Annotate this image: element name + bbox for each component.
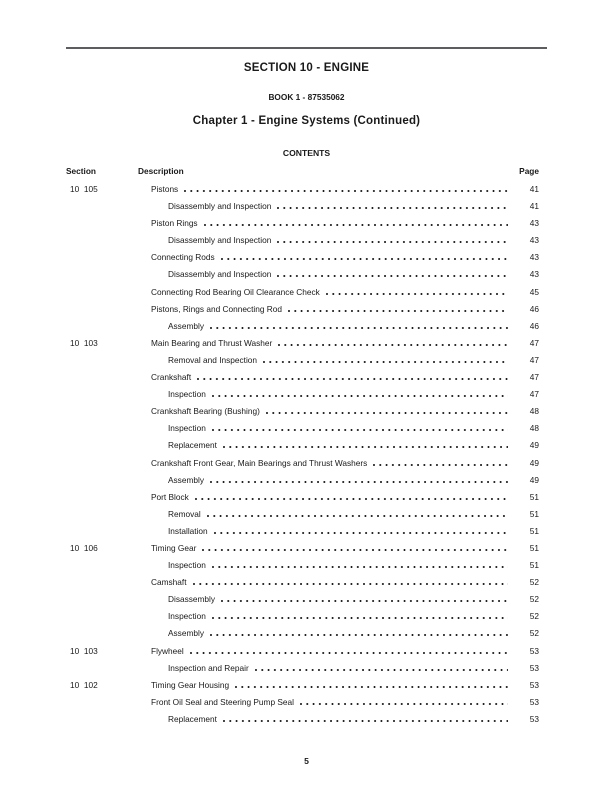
dot-leader [204, 224, 508, 226]
table-row [66, 643, 547, 660]
entry-title: Camshaft [151, 577, 187, 588]
page-number: 46 [529, 320, 539, 331]
entry-title: Removal [168, 508, 201, 519]
dot-leader [263, 361, 508, 363]
section-number: 10 102 [70, 679, 98, 690]
table-row [66, 489, 547, 506]
dot-leader [202, 549, 508, 551]
book-number: BOOK 1 - 87535062 [268, 92, 345, 102]
page-number: 47 [529, 372, 539, 383]
table-row [66, 352, 547, 369]
column-header-page: Page [519, 166, 539, 176]
dot-leader [255, 669, 508, 671]
toc-rows [66, 181, 547, 728]
dot-leader [223, 446, 508, 448]
page-number: 53 [529, 679, 539, 690]
entry-title: Main Bearing and Thrust Washer [151, 337, 273, 348]
entry-title: Assembly [168, 628, 204, 639]
page-number: 48 [529, 406, 539, 417]
entry-title: Replacement [168, 440, 217, 451]
page-number: 49 [529, 457, 539, 468]
dot-leader [326, 293, 508, 295]
table-row [66, 557, 547, 574]
entry-title: Pistons [151, 184, 179, 194]
page-number: 53 [529, 645, 539, 656]
table-row [66, 625, 547, 642]
page-number: 52 [529, 594, 539, 605]
table-row [66, 386, 547, 403]
table-row [66, 335, 547, 352]
entry-title: Crankshaft Bearing (Bushing) [151, 406, 260, 417]
table-row [66, 318, 547, 335]
dot-leader [207, 515, 508, 517]
entry-title: Pistons, Rings and Connecting Rod [151, 303, 282, 314]
page-number: 49 [529, 440, 539, 451]
page-number: 46 [529, 303, 539, 314]
dot-leader [221, 600, 508, 602]
entry-title: Piston Rings [151, 218, 198, 229]
page-number: 53 [529, 696, 539, 707]
table-row [66, 284, 547, 301]
entry-title: Flywheel [151, 645, 184, 656]
entry-title: Disassembly [168, 594, 216, 605]
page-number: 49 [529, 474, 539, 485]
page-number: 53 [529, 713, 539, 724]
entry-title: Assembly [168, 474, 204, 485]
table-row [66, 232, 547, 249]
table-row [66, 591, 547, 608]
header-rule [66, 47, 547, 49]
dot-leader [190, 652, 508, 654]
entry-title: Assembly [168, 320, 204, 331]
table-row [66, 403, 547, 420]
table-row [66, 540, 547, 557]
page-number: 41 [529, 201, 539, 212]
entry-title: Timing Gear Housing [151, 679, 230, 690]
dot-leader [278, 344, 508, 346]
dot-leader [210, 634, 508, 636]
dot-leader [195, 498, 508, 500]
table-row [66, 266, 547, 283]
table-row [66, 523, 547, 540]
table-row [66, 215, 547, 232]
entry-title: Timing Gear [151, 542, 197, 553]
section-number: 10 106 [70, 542, 98, 553]
entry-title: Inspection [168, 611, 206, 622]
table-row [66, 677, 547, 694]
table-row [66, 369, 547, 386]
entry-title: Removal and Inspection [168, 354, 258, 365]
table-row [66, 301, 547, 318]
dot-leader [221, 258, 508, 260]
chapter-title: Chapter 1 - Engine Systems (Continued) [192, 115, 421, 127]
table-row [66, 608, 547, 625]
dot-leader [277, 207, 508, 209]
page-number: 52 [529, 628, 539, 639]
dot-leader [210, 481, 508, 483]
entry-title: Inspection and Repair [168, 662, 249, 673]
entry-title: Port Block [151, 491, 189, 502]
entry-title: Crankshaft [151, 372, 192, 383]
page-number: 52 [529, 577, 539, 588]
entry-title: Front Oil Seal and Steering Pump Seal [151, 696, 294, 707]
section-title: SECTION 10 - ENGINE [243, 62, 370, 74]
table-row [66, 660, 547, 677]
page-number: 53 [529, 662, 539, 673]
dot-leader [277, 241, 508, 243]
page-number: 52 [529, 611, 539, 622]
page-number: 51 [529, 491, 539, 502]
page-number: 51 [529, 525, 539, 536]
dot-leader [277, 275, 508, 277]
dot-leader [288, 310, 508, 312]
page-number: 51 [529, 560, 539, 571]
page-number: 48 [529, 423, 539, 434]
table-row [66, 420, 547, 437]
page-number: 43 [529, 269, 539, 280]
table-row [66, 181, 547, 198]
dot-leader [212, 617, 508, 619]
entry-title: Inspection [168, 560, 206, 571]
footer-page-number: 5 [304, 756, 309, 766]
table-row [66, 472, 547, 489]
table-column-headers [66, 166, 547, 176]
page-number: 43 [529, 218, 539, 229]
entry-title: Inspection [168, 423, 206, 434]
dot-leader [212, 566, 508, 568]
entry-title: Disassembly and Inspection [168, 201, 272, 212]
page-number: 41 [529, 184, 539, 194]
entry-title: Inspection [168, 389, 206, 400]
table-row [66, 249, 547, 266]
table-row [66, 574, 547, 591]
dot-leader [235, 686, 508, 688]
dot-leader [300, 703, 508, 705]
contents-heading: CONTENTS [282, 148, 331, 158]
section-number: 10 103 [70, 337, 98, 348]
entry-title: Connecting Rod Bearing Oil Clearance Check [151, 286, 320, 297]
column-header-section: Section [66, 166, 96, 176]
page-number: 43 [529, 235, 539, 246]
dot-leader [212, 429, 508, 431]
page-number: 51 [529, 542, 539, 553]
dot-leader [266, 412, 508, 414]
entry-title: Disassembly and Inspection [168, 235, 272, 246]
dot-leader [184, 190, 508, 192]
table-row [66, 198, 547, 215]
dot-leader [193, 583, 508, 585]
page-number: 43 [529, 252, 539, 263]
table-row [66, 455, 547, 472]
table-row [66, 711, 547, 728]
page-number: 47 [529, 389, 539, 400]
entry-title: Disassembly and Inspection [168, 269, 272, 280]
dot-leader [373, 464, 508, 466]
dot-leader [197, 378, 508, 380]
entry-title: Installation [168, 525, 208, 536]
dot-leader [223, 720, 508, 722]
page-number: 51 [529, 508, 539, 519]
table-row [66, 694, 547, 711]
section-number: 10 105 [70, 184, 98, 194]
column-header-description: Description [138, 166, 184, 176]
entry-title: Replacement [168, 713, 217, 724]
section-number: 10 103 [70, 645, 98, 656]
table-row [66, 437, 547, 454]
dot-leader [212, 395, 508, 397]
page-number: 47 [529, 337, 539, 348]
table-row [66, 506, 547, 523]
dot-leader [214, 532, 508, 534]
page-number: 45 [529, 286, 539, 297]
page-number: 47 [529, 354, 539, 365]
dot-leader [210, 327, 508, 329]
entry-title: Connecting Rods [151, 252, 215, 263]
entry-title: Crankshaft Front Gear, Main Bearings and Thrust Washers [151, 457, 368, 468]
